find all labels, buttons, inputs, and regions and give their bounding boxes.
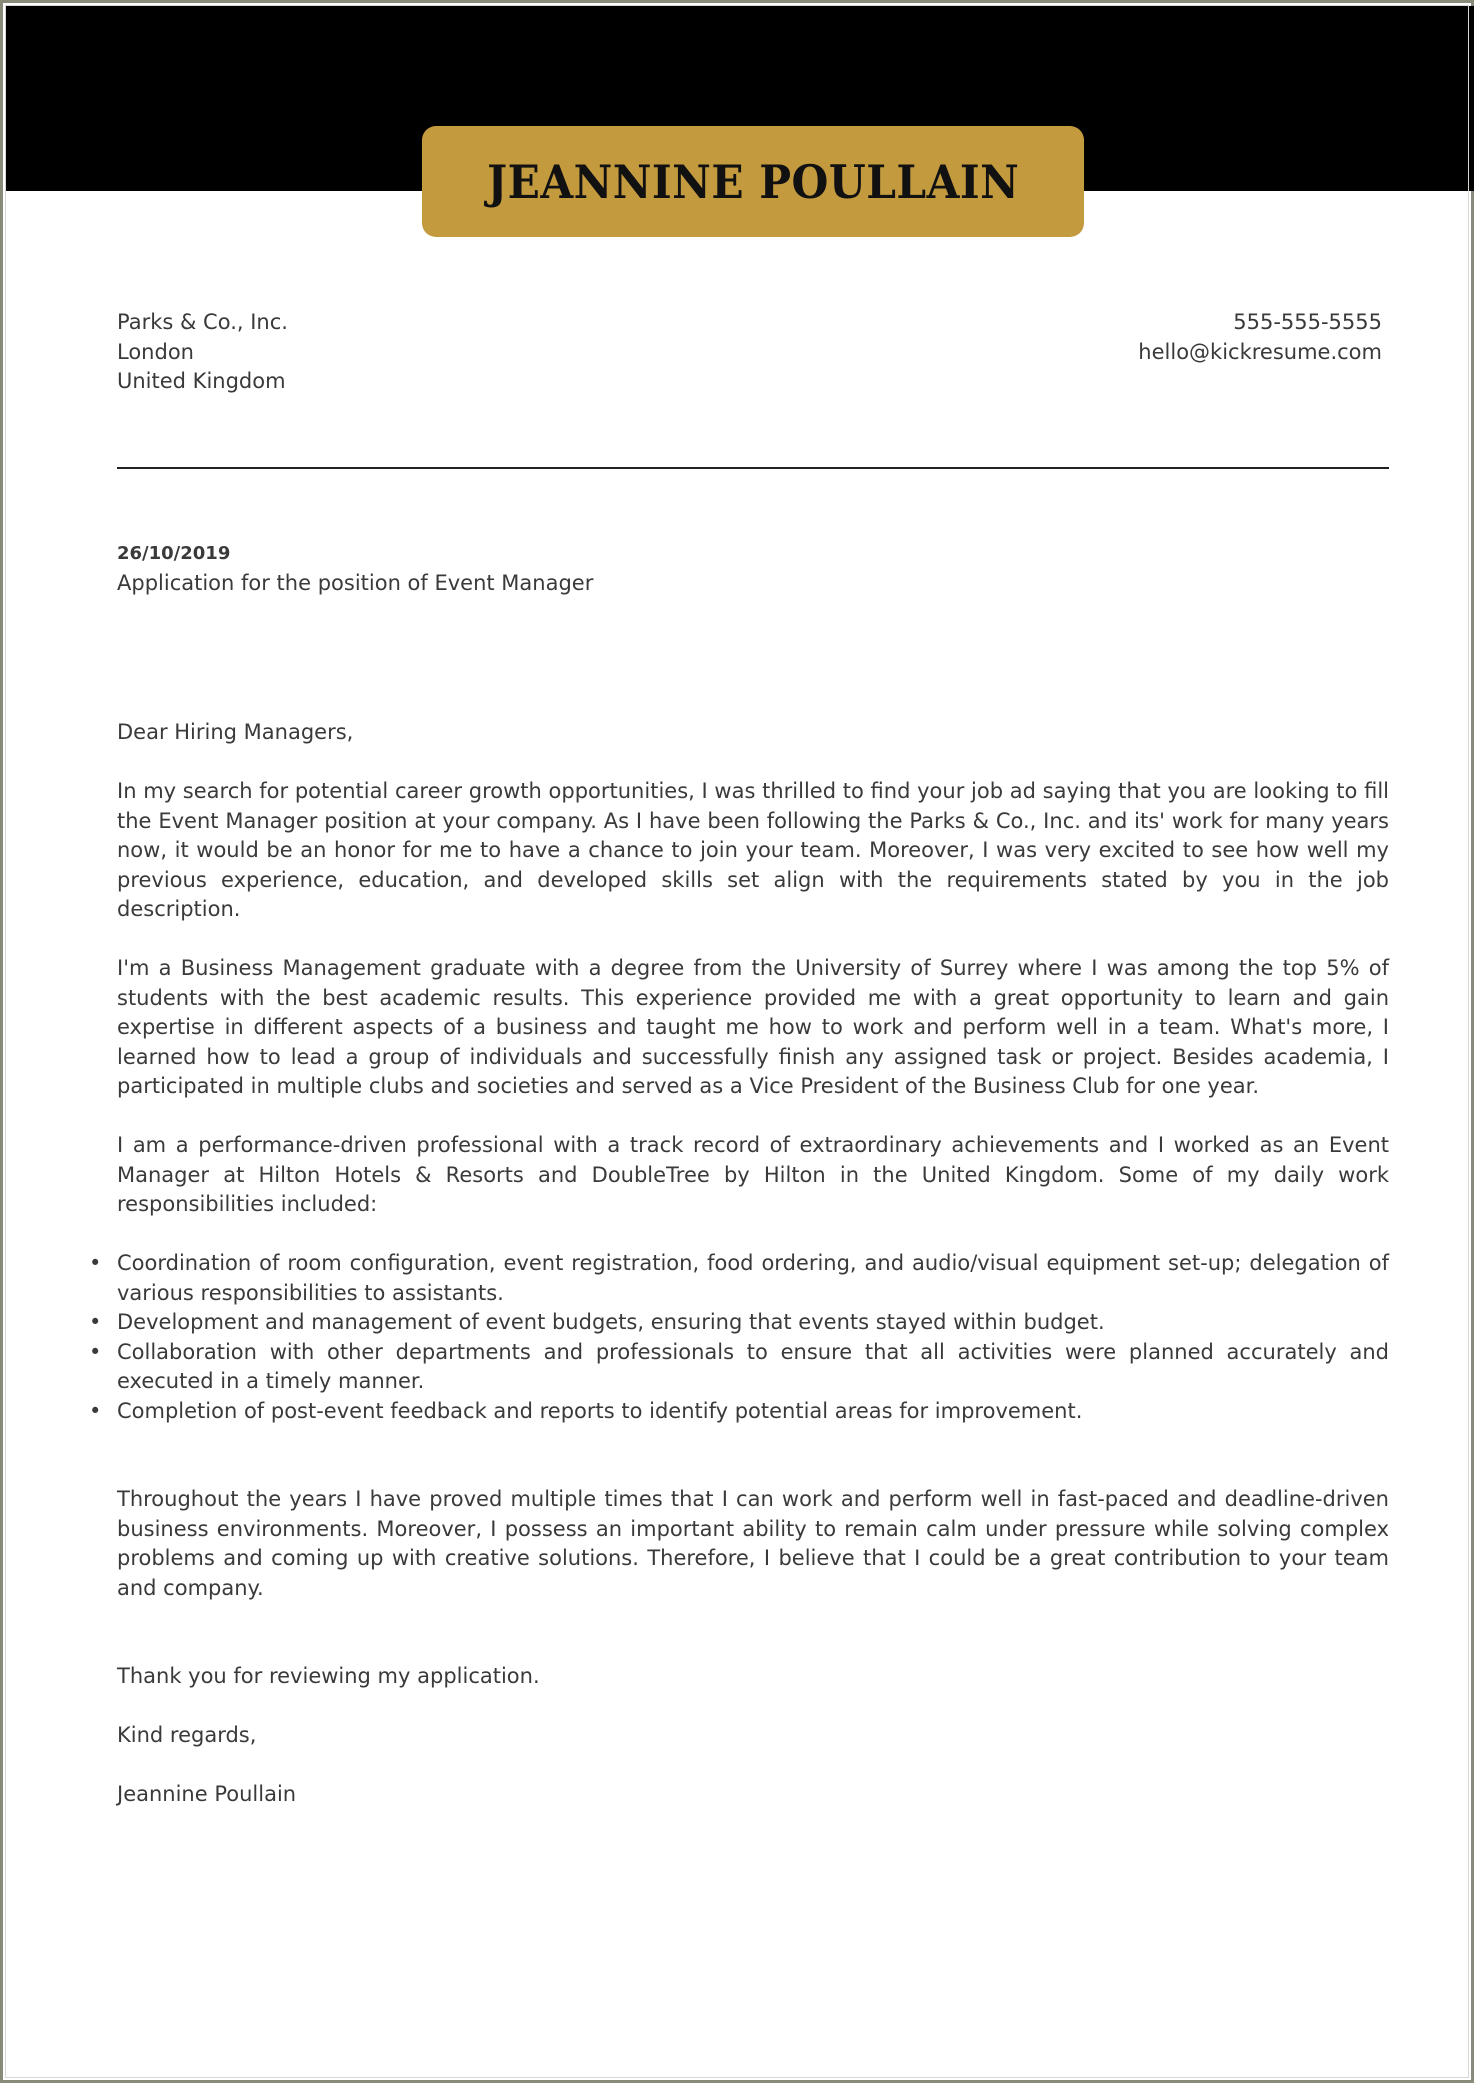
recipient-company: Parks & Co., Inc. (117, 310, 288, 334)
recipient-country: United Kingdom (117, 369, 286, 393)
email-address: hello@kickresume.com (1138, 339, 1382, 364)
name-plate (422, 126, 1084, 237)
recipient-city: London (117, 339, 194, 364)
signature: Jeannine Poullain (117, 1782, 297, 1806)
paragraph: In my search for potential career growth opportunities, I was thrilled to find your job ad saying that you are looking to fill the Event Manager position at your company. As I have been following the Parks & Co., Inc. and its' work for many years now, it would be an honor for me to have a chance to join your team. Moreover, I was very excited to see how well my previous experience, education, and developed skills set align with the requirements stated by you in the job description. (117, 779, 1389, 921)
salutation: Dear Hiring Managers, (117, 720, 354, 744)
letter-body (117, 718, 1389, 1839)
contact-info (1138, 308, 1382, 367)
list-item: • Completion of post-event feedback and reports to identify potential areas for improvement. (117, 1397, 1389, 1427)
divider (117, 467, 1389, 469)
paragraph: I am a performance-driven professional with a track record of extraordinary achievements and I worked as an Event Manager at Hilton Hotels & Resorts and DoubleTree by Hilton in the United Kingdom. Some of my daily work responsibilities included: (117, 1133, 1389, 1216)
list-item: • Collaboration with other departments and professionals to ensure that all activities were planned accurately and executed in a timely manner. (117, 1338, 1389, 1397)
list-item: • Coordination of room configuration, event registration, food ordering, and audio/visual equipment set-up; delegation of various responsibilities to assistants. (117, 1249, 1389, 1308)
letter-date: 26/10/2019 (117, 543, 231, 564)
letter-subject: Application for the position of Event Manager (117, 571, 594, 595)
list-item: • Development and management of event budgets, ensuring that events stayed within budget. (117, 1308, 1389, 1338)
applicant-name: JEANNINE POULLAIN (486, 154, 1020, 209)
signoff: Kind regards, (117, 1723, 257, 1747)
responsibilities-list (117, 1249, 1389, 1426)
thanks-line: Thank you for reviewing my application. (117, 1664, 540, 1688)
paragraph: Throughout the years I have proved multiple times that I can work and perform well in fast-paced and deadline-driven business environments. Moreover, I possess an important ability to remain calm under pressure while solving complex problems and coming up with creative solutions. Therefore, I believe that I could be a great contribution to your team and company. (117, 1487, 1389, 1600)
phone-number: 555-555-5555 (1233, 310, 1382, 334)
paragraph: I'm a Business Management graduate with a degree from the University of Surrey where I was among the top 5% of students with the best academic results. This experience provided me with a great opportunity to learn and gain expertise in different aspects of a business and taught me how to work and perform well in a team. What's more, I learned how to lead a group of individuals and successfully finish any assigned task or project. Besides academia, I participated in multiple clubs and societies and served as a Vice President of the Business Club for one year. (117, 956, 1389, 1098)
recipient-address (117, 308, 288, 397)
